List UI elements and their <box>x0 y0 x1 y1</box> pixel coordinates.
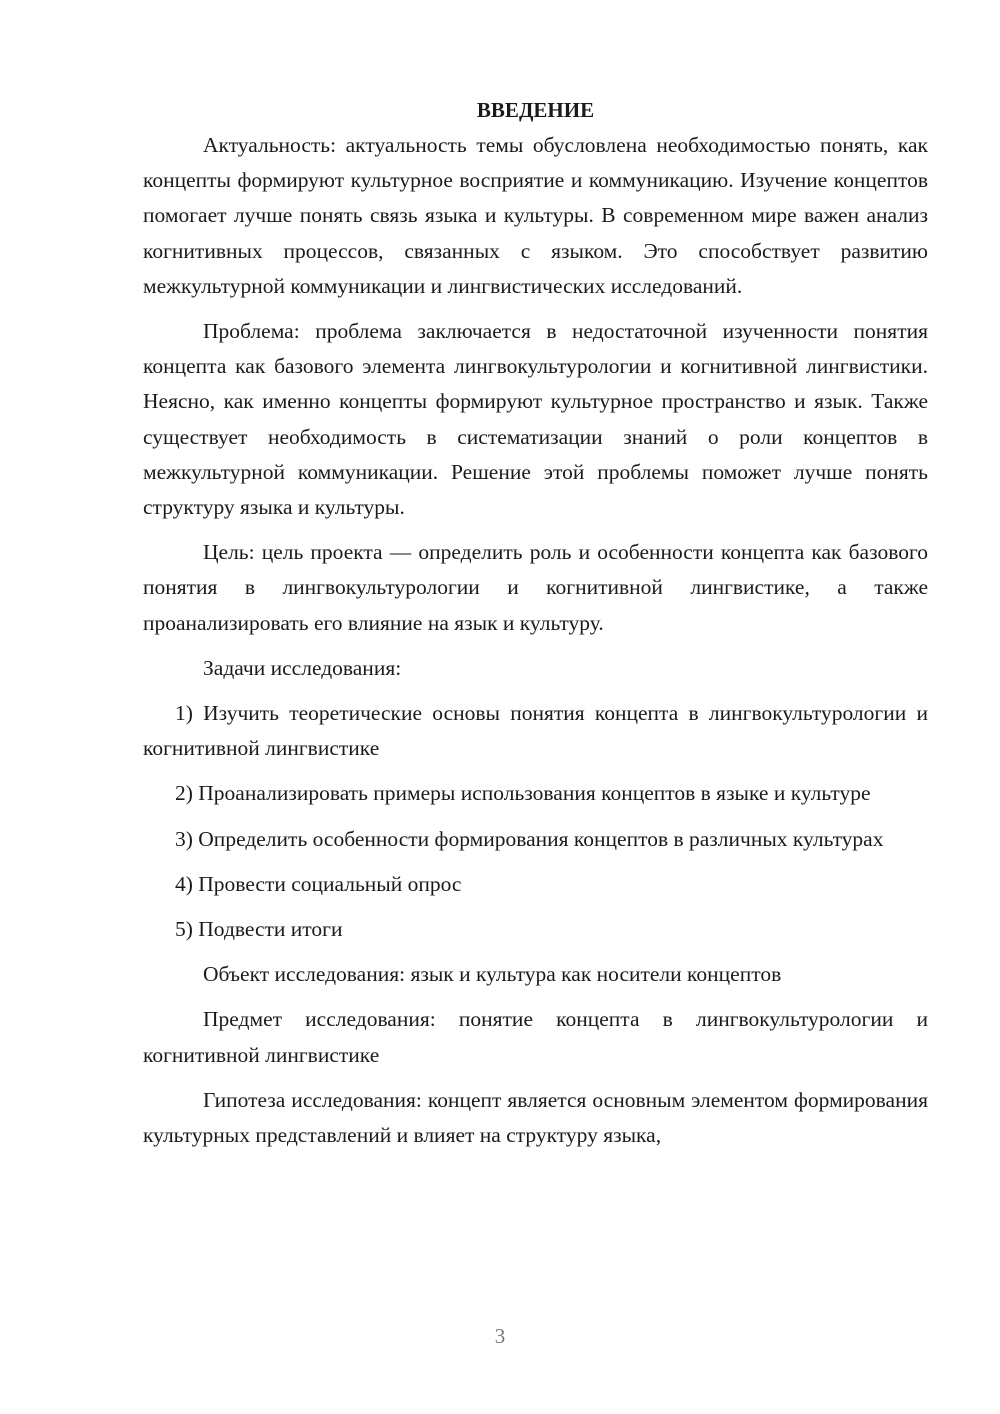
task-item: 5) Подвести итоги <box>175 917 343 942</box>
research-subject-paragraph: Предмет исследования: понятие концепта в лингвокультурологии и когнитивной лингвистике <box>143 1007 928 1067</box>
problem-paragraph: Проблема: проблема заключается в недостаточной изученности понятия концепта как базового элемента лингвокультурологии и когнитивной лингвистики. Неясно, как именно концепты формируют культурное пространство и язык. Также существует необходимость в систематизации знаний о роли концептов в межкультурной коммуникации. Решение этой проблемы поможет лучше понять структуру языка и культуры. <box>143 319 928 520</box>
section-title: ВВЕДЕНИЕ <box>476 98 595 122</box>
hypothesis-paragraph: Гипотеза исследования: концепт является основным элементом формирования культурных представлений и влияет на структуру языка, <box>143 1087 928 1148</box>
relevance-paragraph: Актуальность: актуальность темы обусловлена необходимостью понять, как концепты формируют культурное восприятие и коммуникацию. Изучение концептов помогает лучше понять связь языка и культуры. В современном мире важен анализ когнитивных процессов, связанных с языком. Это способствует развитию межкультурной коммуникации и лингвистических исследований. <box>143 133 928 298</box>
research-object-paragraph: Объект исследования: язык и культура как носители концептов <box>203 962 782 987</box>
task-item: 4) Провести социальный опрос <box>175 871 462 896</box>
page-number: 3 <box>494 1324 506 1348</box>
tasks-heading: Задачи исследования: <box>203 655 402 680</box>
goal-paragraph: Цель: цель проекта — определить роль и особенности концепта как базового понятия в лингвокультурологии и когнитивной лингвистике, а также проанализировать его влияние на язык и культуру. <box>143 540 928 635</box>
task-item: 1) Изучить теоретические основы понятия концепта в лингвокультурологии и когнитивной лингвистике <box>143 701 928 761</box>
task-item: 3) Определить особенности формирования концептов в различных культурах <box>175 826 884 851</box>
task-item: 2) Проанализировать примеры использования концептов в языке и культуре <box>175 781 871 806</box>
document-page <box>143 92 928 1163</box>
